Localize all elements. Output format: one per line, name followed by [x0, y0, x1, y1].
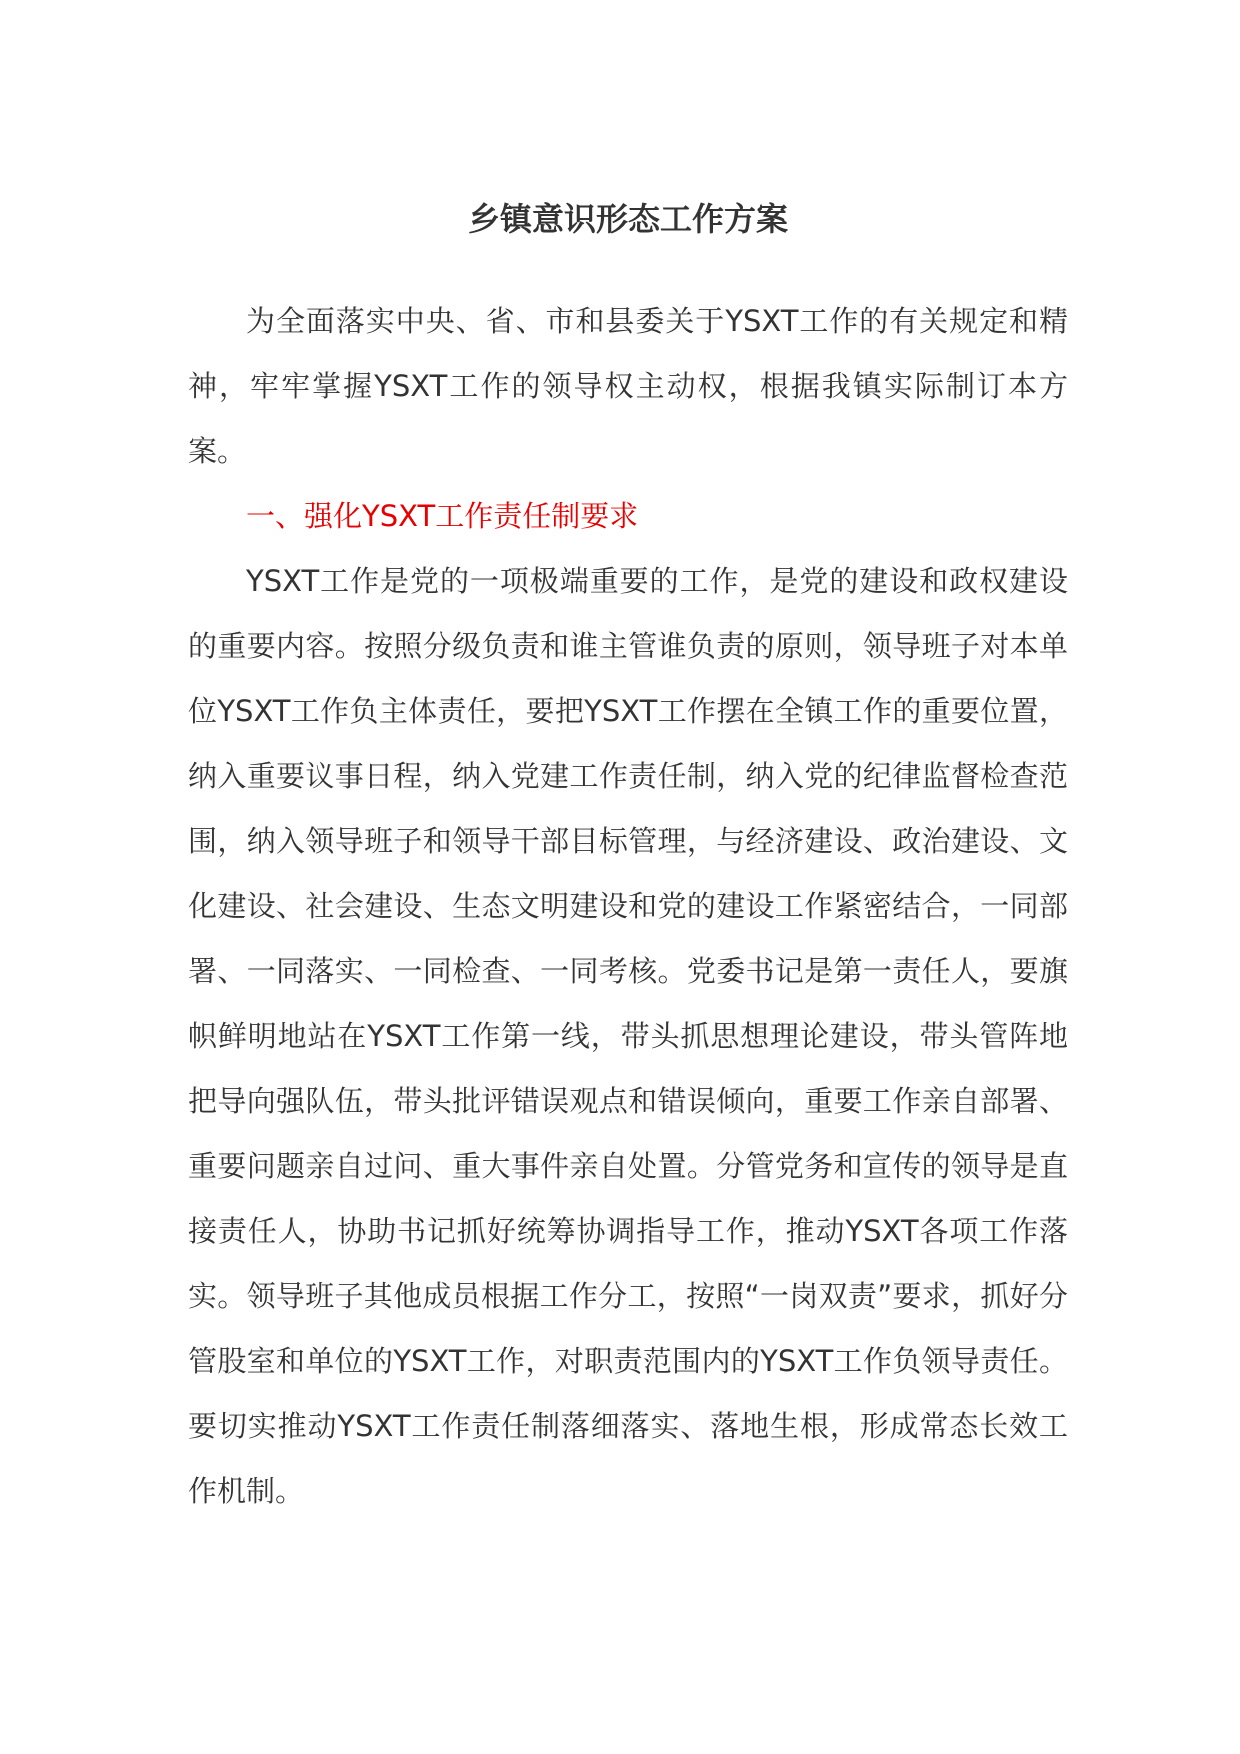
- section-body-paragraph: YSXT工作是党的一项极端重要的工作，是党的建设和政权建设的重要内容。按照分级负责和谁主管谁负责的原则，领导班子对本单位YSXT工作负主体责任，要把YSXT工作摆在全镇工作的重要位置，纳入重要议事日程，纳入党建工作责任制，纳入党的纪律监督检查范围，纳入领导班子和领导干部目标管理，与经济建设、政治建设、文化建设、社会建设、生态文明建设和党的建设工作紧密结合，一同部署、一同落实、一同检查、一同考核。党委书记是第一责任人，要旗帜鲜明地站在YSXT工作第一线，带头抓思想理论建设，带头管阵地把导向强队伍，带头批评错误观点和错误倾向，重要工作亲自部署、重要问题亲自过问、重大事件亲自处置。分管党务和宣传的领导是直接责任人，协助书记抓好统筹协调指导工作，推动YSXT各项工作落实。领导班子其他成员根据工作分工，按照“一岗双责”要求，抓好分管股室和单位的YSXT工作，对职责范围内的YSXT工作负领导责任。要切实推动YSXT工作责任制落细落实、落地生根，形成常态长效工作机制。: [188, 564, 1068, 1508]
- document-title: 乡镇意识形态工作方案: [467, 200, 788, 238]
- section-heading: 一、强化YSXT工作责任制要求: [246, 499, 639, 533]
- document-content: [188, 195, 1068, 1524]
- intro-paragraph: 为全面落实中央、省、市和县委关于YSXT工作的有关规定和精神，牢牢掌握YSXT工作的领导权主动权，根据我镇实际制订本方案。: [188, 304, 1068, 468]
